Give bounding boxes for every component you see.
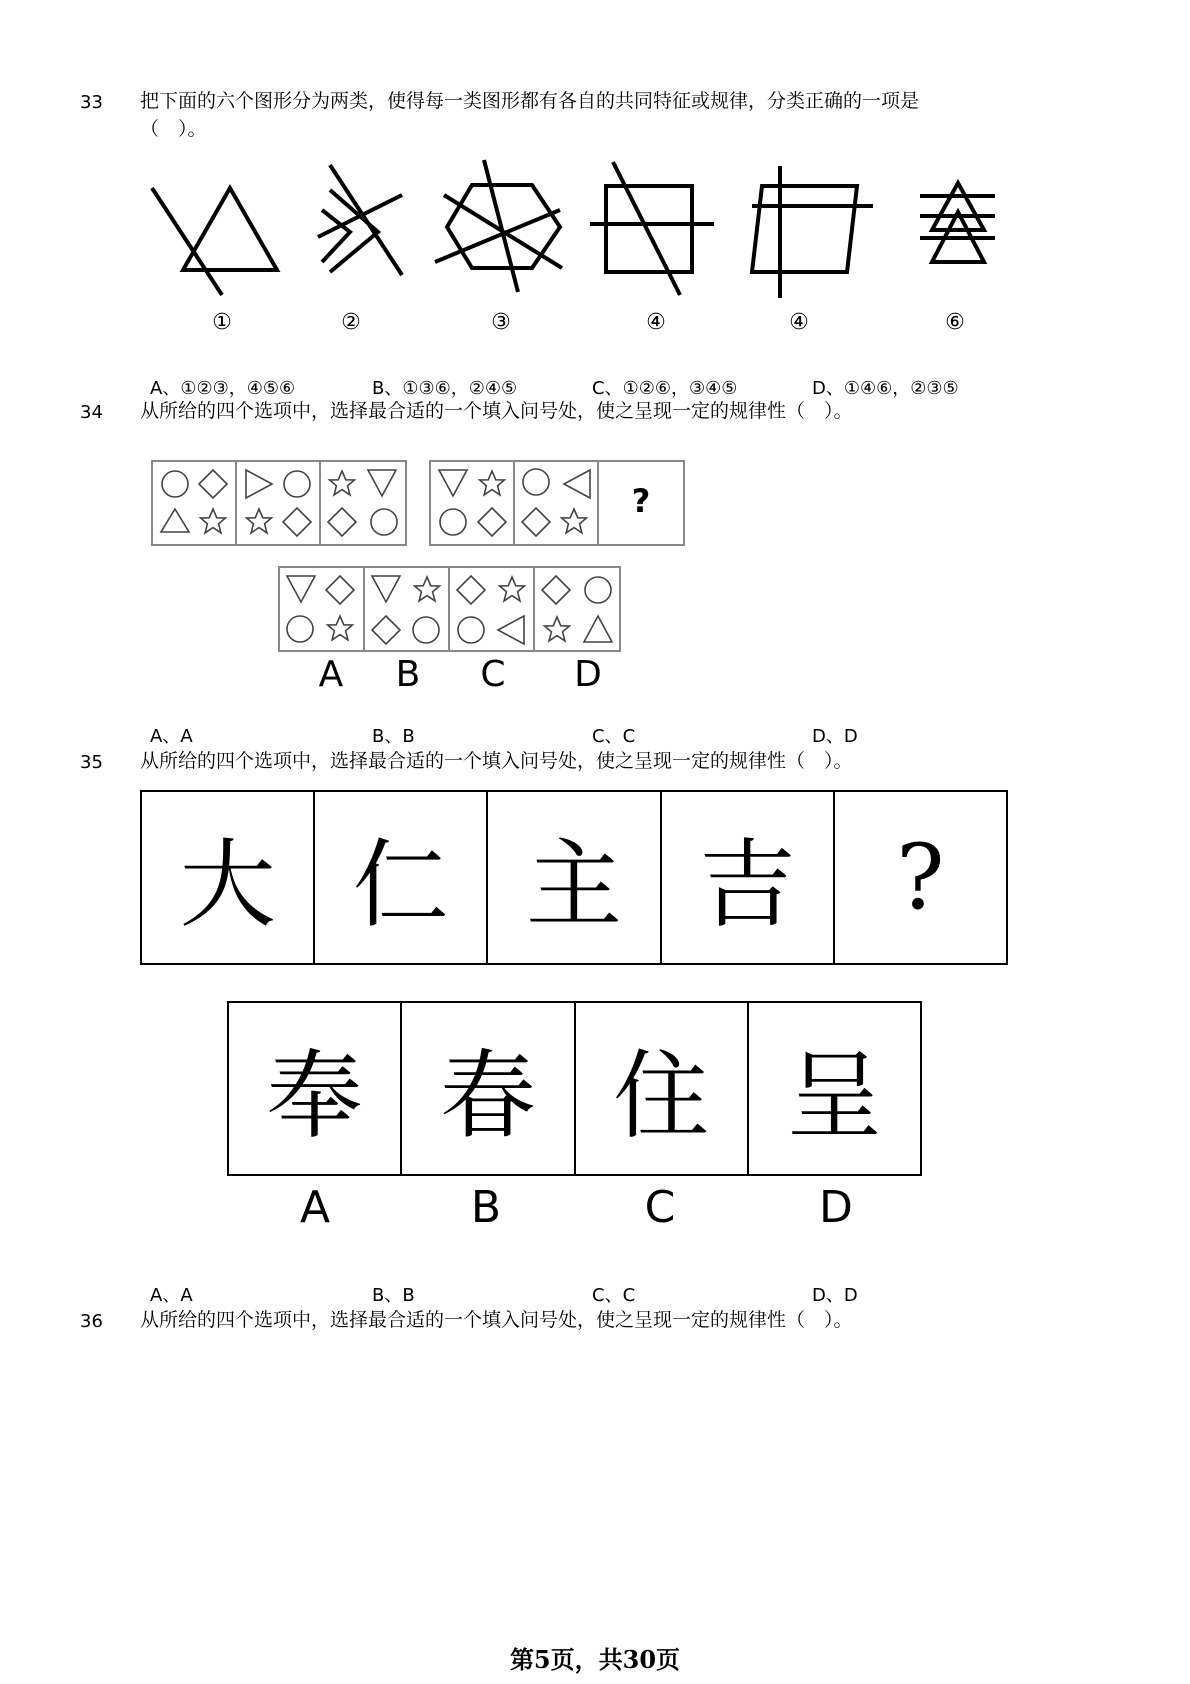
q34-label-d: D bbox=[574, 654, 602, 695]
q33-figures bbox=[0, 160, 1190, 300]
q35-seq-1: 大 bbox=[142, 792, 315, 963]
q35-label-a: A bbox=[299, 1182, 331, 1233]
q35-label-c: C bbox=[644, 1182, 676, 1233]
figure-label-3: ③ bbox=[491, 310, 511, 335]
figure-4-square bbox=[590, 162, 714, 295]
q33-option-a[interactable]: A、①②③，④⑤⑥ bbox=[150, 378, 296, 399]
q36-number: 36 bbox=[80, 1311, 103, 1332]
q35-label-b: B bbox=[470, 1182, 502, 1233]
q33-number: 33 bbox=[80, 92, 103, 113]
figure-label-1: ① bbox=[212, 310, 232, 335]
figure-6-triangles bbox=[920, 183, 995, 262]
figure-3-hexagon bbox=[435, 160, 562, 292]
q35-seq-3: 主 bbox=[488, 792, 661, 963]
q33-option-d[interactable]: D、①④⑥，②③⑤ bbox=[812, 378, 959, 399]
q35-sequence-row bbox=[140, 790, 1008, 965]
q34-text: 从所给的四个选项中，选择最合适的一个填入问号处，使之呈现一定的规律性（ ）。 bbox=[140, 400, 853, 422]
q34-number: 34 bbox=[80, 402, 103, 423]
q34-label-b: B bbox=[395, 654, 421, 695]
q35-choice-b: 春 bbox=[402, 1003, 575, 1174]
q34-option-c[interactable]: C、C bbox=[592, 726, 636, 747]
q35-option-c[interactable]: C、C bbox=[592, 1285, 636, 1306]
q34-question-mark: ? bbox=[631, 482, 651, 520]
q35-choice-d: 呈 bbox=[786, 1040, 883, 1152]
q34-option-b[interactable]: B、B bbox=[372, 726, 415, 747]
q33-option-c[interactable]: C、①②⑥，③④⑤ bbox=[592, 378, 738, 399]
q35-option-b[interactable]: B、B bbox=[372, 1285, 415, 1306]
q36-text: 从所给的四个选项中，选择最合适的一个填入问号处，使之呈现一定的规律性（ ）。 bbox=[140, 1309, 853, 1331]
q34-label-c: C bbox=[480, 654, 506, 695]
q33-option-b[interactable]: B、①③⑥，②④⑤ bbox=[372, 378, 518, 399]
figure-label-6: ⑥ bbox=[945, 310, 965, 335]
q34-option-d[interactable]: D、D bbox=[812, 726, 858, 747]
q33-text: 把下面的六个图形分为两类，使得每一类图形都有各自的共同特征或规律，分类正确的一项是 bbox=[140, 90, 920, 112]
figure-2-chevrons bbox=[318, 165, 402, 275]
q35-seq-4: 吉 bbox=[662, 792, 835, 963]
q35-choice-c: 住 bbox=[576, 1003, 749, 1174]
q35-seq-question-mark: ? bbox=[896, 825, 945, 930]
q35-label-d: D bbox=[819, 1182, 853, 1233]
figure-1-triangle bbox=[152, 188, 277, 295]
figure-5-parallelogram bbox=[752, 166, 873, 298]
figure-label-5: ④ bbox=[789, 310, 809, 335]
q35-choice-a: 奉 bbox=[229, 1003, 402, 1174]
figure-label-4: ④ bbox=[646, 310, 666, 335]
q34-option-a[interactable]: A、A bbox=[150, 726, 193, 747]
q33-text-cont: （ ）。 bbox=[140, 118, 207, 140]
q35-choices-row bbox=[227, 1001, 922, 1176]
page-footer: 第5页，共30页 bbox=[509, 1645, 681, 1674]
q35-option-d[interactable]: D、D bbox=[812, 1285, 858, 1306]
q35-number: 35 bbox=[80, 752, 103, 773]
figure-label-2: ② bbox=[341, 310, 361, 335]
q35-seq-2: 仁 bbox=[315, 792, 488, 963]
q35-option-a[interactable]: A、A bbox=[150, 1285, 193, 1306]
q34-label-a: A bbox=[318, 654, 344, 695]
q35-text: 从所给的四个选项中，选择最合适的一个填入问号处，使之呈现一定的规律性（ ）。 bbox=[140, 750, 853, 772]
